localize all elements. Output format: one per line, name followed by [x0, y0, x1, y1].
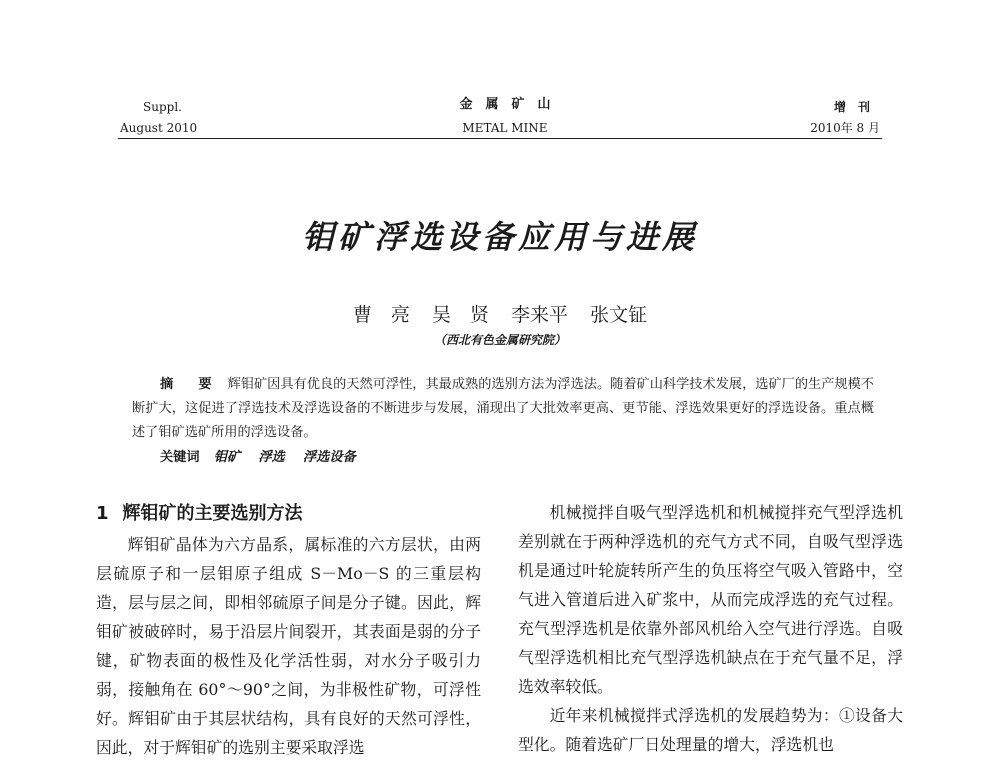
header-journal-name-en: METAL MINE — [462, 121, 548, 135]
header-date-cn: 2010年 8 月 — [810, 121, 880, 135]
author-name: 曹 亮 — [352, 304, 410, 326]
right-column — [518, 498, 903, 759]
article-title: 钼矿浮选设备应用与进展 — [301, 218, 698, 256]
header-journal-name-cn: 金 属 矿 山 — [459, 97, 551, 112]
section-title: 辉钼矿的主要选别方法 — [122, 503, 303, 524]
section-heading — [96, 500, 481, 528]
right-paragraph-2: 近年来机械搅拌式浮选机的发展趋势为：①设备大型化。随着选矿厂日处理量的增大，浮选机也 — [518, 706, 903, 754]
abstract — [132, 373, 874, 445]
author-name: 张文钲 — [590, 304, 648, 326]
keyword: 浮选 — [258, 450, 285, 465]
header-supplement-cn: 增 刊 — [833, 100, 870, 114]
abstract-label: 摘 要 — [160, 377, 218, 392]
keywords — [132, 446, 370, 470]
author-name: 李来平 — [511, 304, 569, 326]
left-column — [96, 498, 481, 762]
keywords-label: 关键词 — [160, 450, 200, 465]
header-journal-suppl: Suppl. — [143, 100, 182, 114]
abstract-text: 辉钼矿因具有优良的天然可浮性，其最成熟的选别方法为浮选法。随着矿山科学技术发展，选矿厂的生产规模不断扩大，这促进了浮选技术及浮选设备的不断进步与发展，涌现出了大批效率更高、更节能、浮选效果更好的浮选设备。重点概述了钼矿选矿所用的浮选设备。 — [132, 377, 874, 440]
right-paragraph-1: 机械搅拌自吸气型浮选机和机械搅拌充气型浮选机差别就在于两种浮选机的充气方式不同，自吸气型浮选机是通过叶轮旋转所产生的负压将空气吸入管路中，空气进入管道后进入矿浆中，从而完成浮选的充气过程。充气型浮选机是依靠外部风机给入空气进行浮选。自吸气型浮选机相比充气型浮选机缺点在于充气量不足，浮选效率较低。 — [518, 503, 903, 696]
section1-paragraph: 辉钼矿晶体为六方晶系，属标准的六方层状，由两层硫原子和一层钼原子组成 S－Mo－S 的三重层构造，层与层之间，即相邻硫原子间是分子键。因此，辉钼矿被破碎时，易于沿层片间裂开，其表面是弱的分子键，矿物表面的极性及化学活性弱，对水分子吸引力弱，接触角在 60°～90°之间，为非极性矿物，可浮性好。辉钼矿由于其层状结构，具有良好的天然可浮性，因此，对于辉钼矿的选别主要采取浮选 — [96, 535, 481, 757]
header-journal-date: August 2010 — [120, 121, 198, 135]
keyword: 浮选设备 — [302, 450, 356, 465]
author-name: 吴 贤 — [431, 304, 489, 326]
keyword: 钼矿 — [213, 450, 241, 465]
section-number: 1 — [96, 503, 109, 524]
header-rule — [118, 138, 882, 139]
author-list — [0, 300, 1000, 327]
affiliation: （西北有色金属研究院） — [433, 333, 566, 347]
